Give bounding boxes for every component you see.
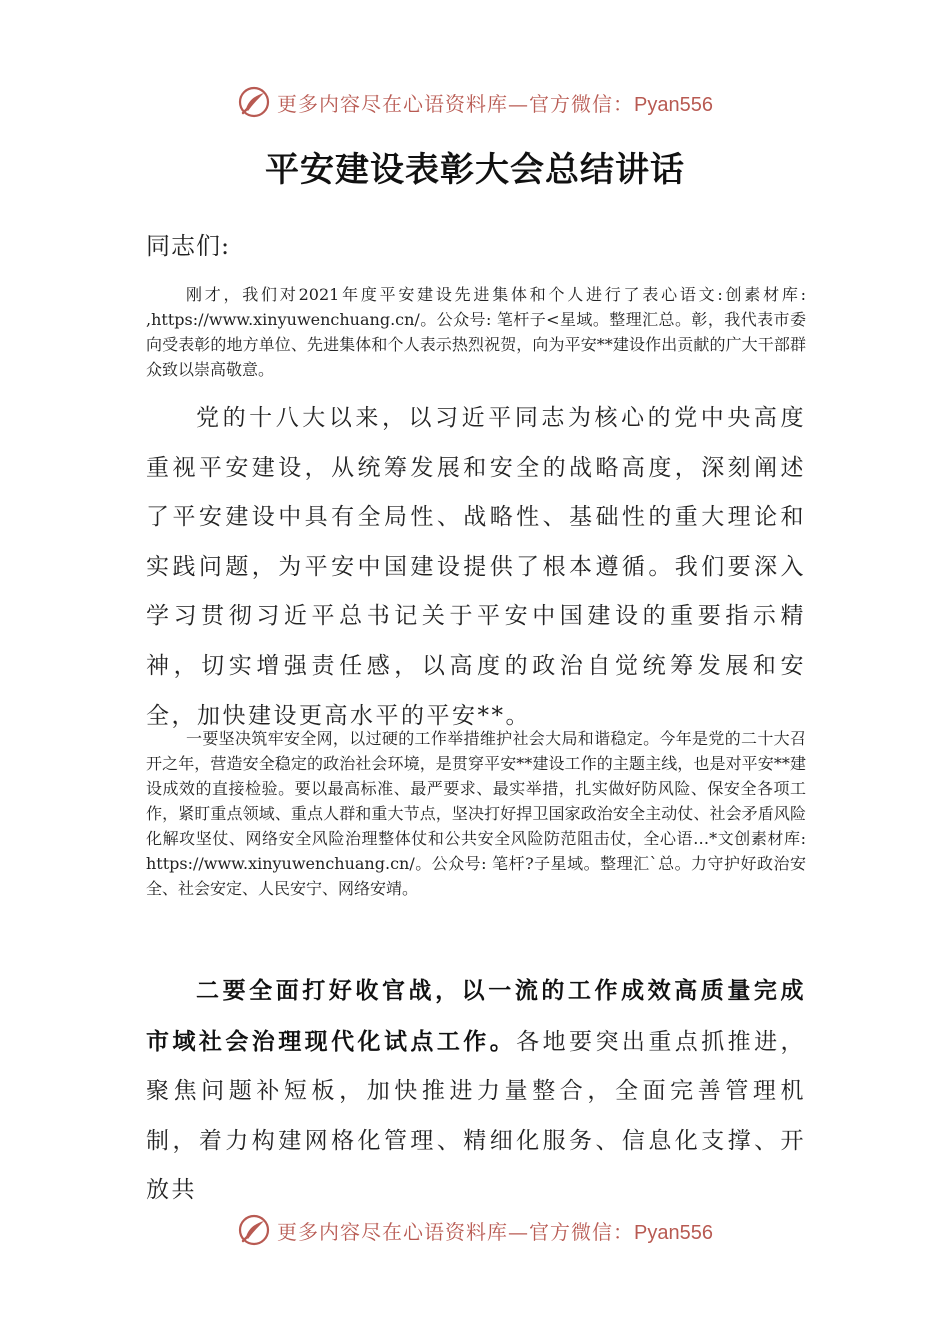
document-title: 平安建设表彰大会总结讲话 [265, 150, 685, 190]
watermark-text: 更多内容尽在心语资料库—官方微信：Pyan556 [277, 91, 713, 116]
paragraph-intro: 刚才，我们对2021年度平安建设先进集体和个人进行了表心语文:创素材库: ,https://www.xinyuwenchuang.cn/。公众号: 笔杆子<星域。整理汇总。彰，我代表市委向受表彰的地方单位、先进集体和个人表示热烈祝贺，向为平安**建设作出贡献的广大干部群众致以崇高敬意。 [146, 285, 806, 379]
point-two-body: 各地要突出重点抓推进，聚焦问题补短板，加快推进力量整合，全面完善管理机制，着力构建网格化管理、精细化服务、信息化支撑、开放共 [146, 1028, 806, 1204]
xinyu-logo-icon [237, 85, 271, 119]
watermark-footer [0, 1210, 950, 1250]
greeting: 同志们: [146, 232, 231, 260]
paragraph-main: 党的十八大以来，以习近平同志为核心的党中央高度重视平安建设，从统筹发展和安全的战略高度，深刻阐述了平安建设中具有全局性、战略性、基础性的重大理论和实践问题，为平安中国建设提供了根本遵循。我们要深入学习贯彻习近平总书记关于平安中国建设的重要指示精神，切实增强责任感，以高度的政治自觉统筹发展和安全，加快建设更高水平的平安**。 [146, 405, 806, 729]
paragraph-point-two [146, 966, 806, 1216]
paragraph-point-one: 一要坚决筑牢安全网，以过硬的工作举措维护社会大局和谐稳定。今年是党的二十大召开之年，营造安全稳定的政治社会环境，是贯穿平安**建设工作的主题主线，也是对平安**建设成效的直接检验。要以最高标准、最严要求、最实举措，扎实做好防风险、保安全各项工作，紧盯重点领域、重点人群和重大节点，坚决打好捍卫国家政治安全主动仗、社会矛盾风险化解攻坚仗、网络安全风险治理整体仗和公共安全风险防范阻击仗，全心语…*文创素材库: https://www.xinyuwenchuang.cn/。公众号: 笔杆?子星域。整理汇`总。力守护好政治安全、社会安定、人民安宁、网络安靖。 [146, 729, 806, 898]
xinyu-logo-icon [237, 1213, 271, 1247]
watermark-header [0, 82, 950, 122]
watermark-text: 更多内容尽在心语资料库—官方微信：Pyan556 [277, 1219, 713, 1244]
point-two-heading: 二要全面打好收官战，以一流的工作成效高质量完成市域社会治理现代化试点工作。 [146, 977, 806, 1055]
